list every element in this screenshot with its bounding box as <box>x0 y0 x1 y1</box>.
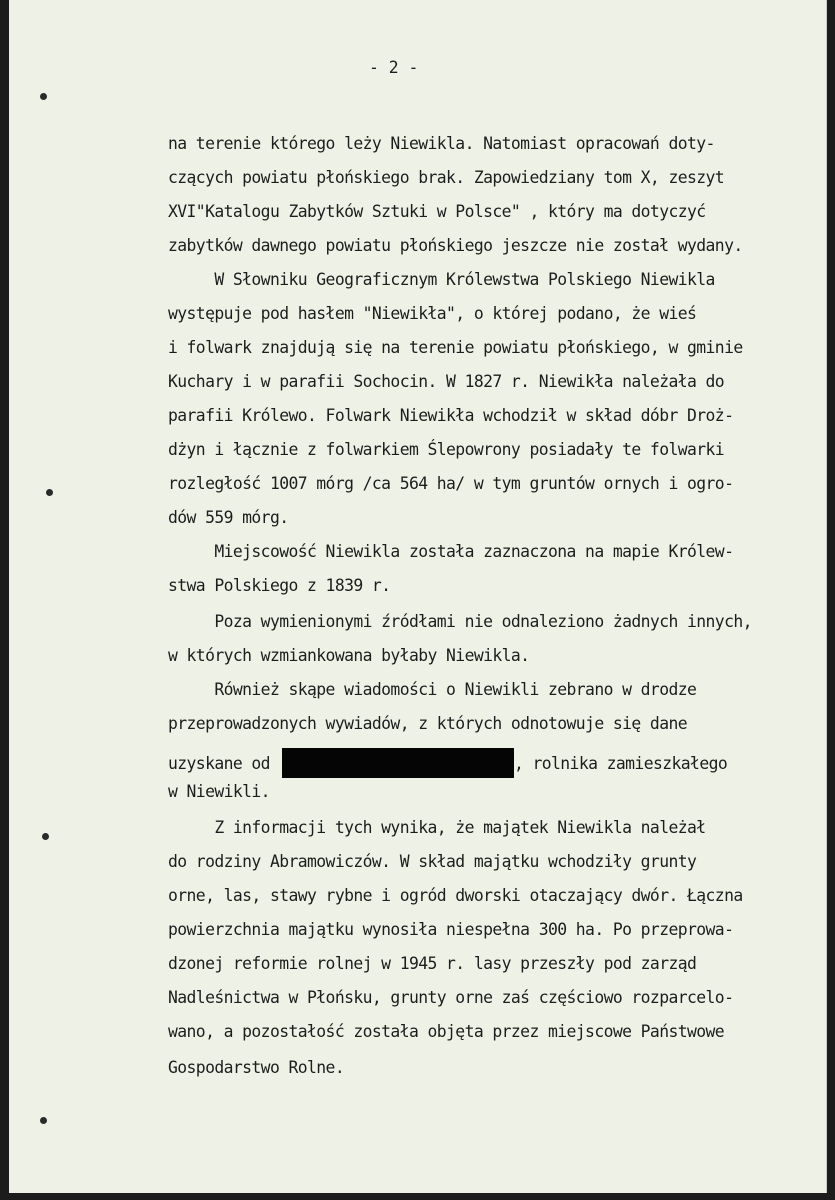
text-line: w Niewikli. <box>168 782 270 801</box>
text-line: W Słowniku Geograficznym Królewstwa Polskiego Niewikla <box>168 270 715 289</box>
text-line: przeprowadzonych wywiadów, z których odnotowuje się dane <box>168 714 688 733</box>
text-line: powierzchnia majątku wynosiła niespełna 300 ha. Po przeprowa- <box>168 920 734 939</box>
text-line: dżyn i łącznie z folwarkiem Ślepowrony posiadały te folwarki <box>168 440 725 459</box>
text-line: do rodziny Abramowiczów. W skład majątku wchodziły grunty <box>168 852 697 871</box>
text-fragment: uzyskane od <box>168 754 270 773</box>
text-line: parafii Królewo. Folwark Niewikła wchodził w skład dóbr Droż- <box>168 406 734 425</box>
text-line: stwa Polskiego z 1839 r. <box>168 576 391 595</box>
page-number: - 2 - <box>369 58 419 77</box>
text-line: Gospodarstwo Rolne. <box>168 1058 345 1077</box>
text-line: Miejscowość Niewikla została zaznaczona na mapie Królew- <box>168 542 734 561</box>
text-line: wano, a pozostałość została objęta przez miejscowe Państwowe <box>168 1022 725 1041</box>
text-line: w których wzmiankowana byłaby Niewikla. <box>168 646 530 665</box>
document-page <box>9 0 827 1193</box>
text-line: występuje pod hasłem "Niewikła", o której podano, że wieś <box>168 304 697 323</box>
text-line: zabytków dawnego powiatu płońskiego jeszcze nie został wydany. <box>168 236 743 255</box>
text-line: Poza wymienionymi źródłami nie odnaleziono żadnych innych, <box>168 612 752 631</box>
punch-hole-mark <box>40 93 47 100</box>
text-line: dzonej reformie rolnej w 1945 r. lasy przeszły pod zarząd <box>168 954 697 973</box>
text-line: na terenie którego leży Niewikla. Natomiast opracowań doty- <box>168 134 715 153</box>
text-line: Nadleśnictwa w Płońsku, grunty orne zaś częściowo rozparcelo- <box>168 988 734 1007</box>
text-line: orne, las, stawy rybne i ogród dworski otaczający dwór. Łączna <box>168 886 743 905</box>
punch-hole-mark <box>40 1117 47 1124</box>
text-line: XVI"Katalogu Zabytków Sztuki w Polsce" , który ma dotyczyć <box>168 202 706 221</box>
text-line: Również skąpe wiadomości o Niewikli zebrano w drodze <box>168 680 697 699</box>
text-line: Kuchary i w parafii Sochocin. W 1827 r. Niewikła należała do <box>168 372 725 391</box>
text-line: i folwark znajdują się na terenie powiatu płońskiego, w gminie <box>168 338 743 357</box>
text-fragment: , rolnika zamieszkałego <box>513 754 728 773</box>
text-line: rozległość 1007 mórg /ca 564 ha/ w tym gruntów ornych i ogro- <box>168 474 734 493</box>
redaction-bar <box>282 748 514 778</box>
punch-hole-mark <box>42 833 49 840</box>
redacted-text-line <box>168 748 826 778</box>
punch-hole-mark <box>46 489 53 496</box>
text-line: dów 559 mórg. <box>168 508 289 527</box>
text-line: Z informacji tych wynika, że majątek Niewikla należał <box>168 818 706 837</box>
text-line: czących powiatu płońskiego brak. Zapowiedziany tom X, zeszyt <box>168 168 725 187</box>
